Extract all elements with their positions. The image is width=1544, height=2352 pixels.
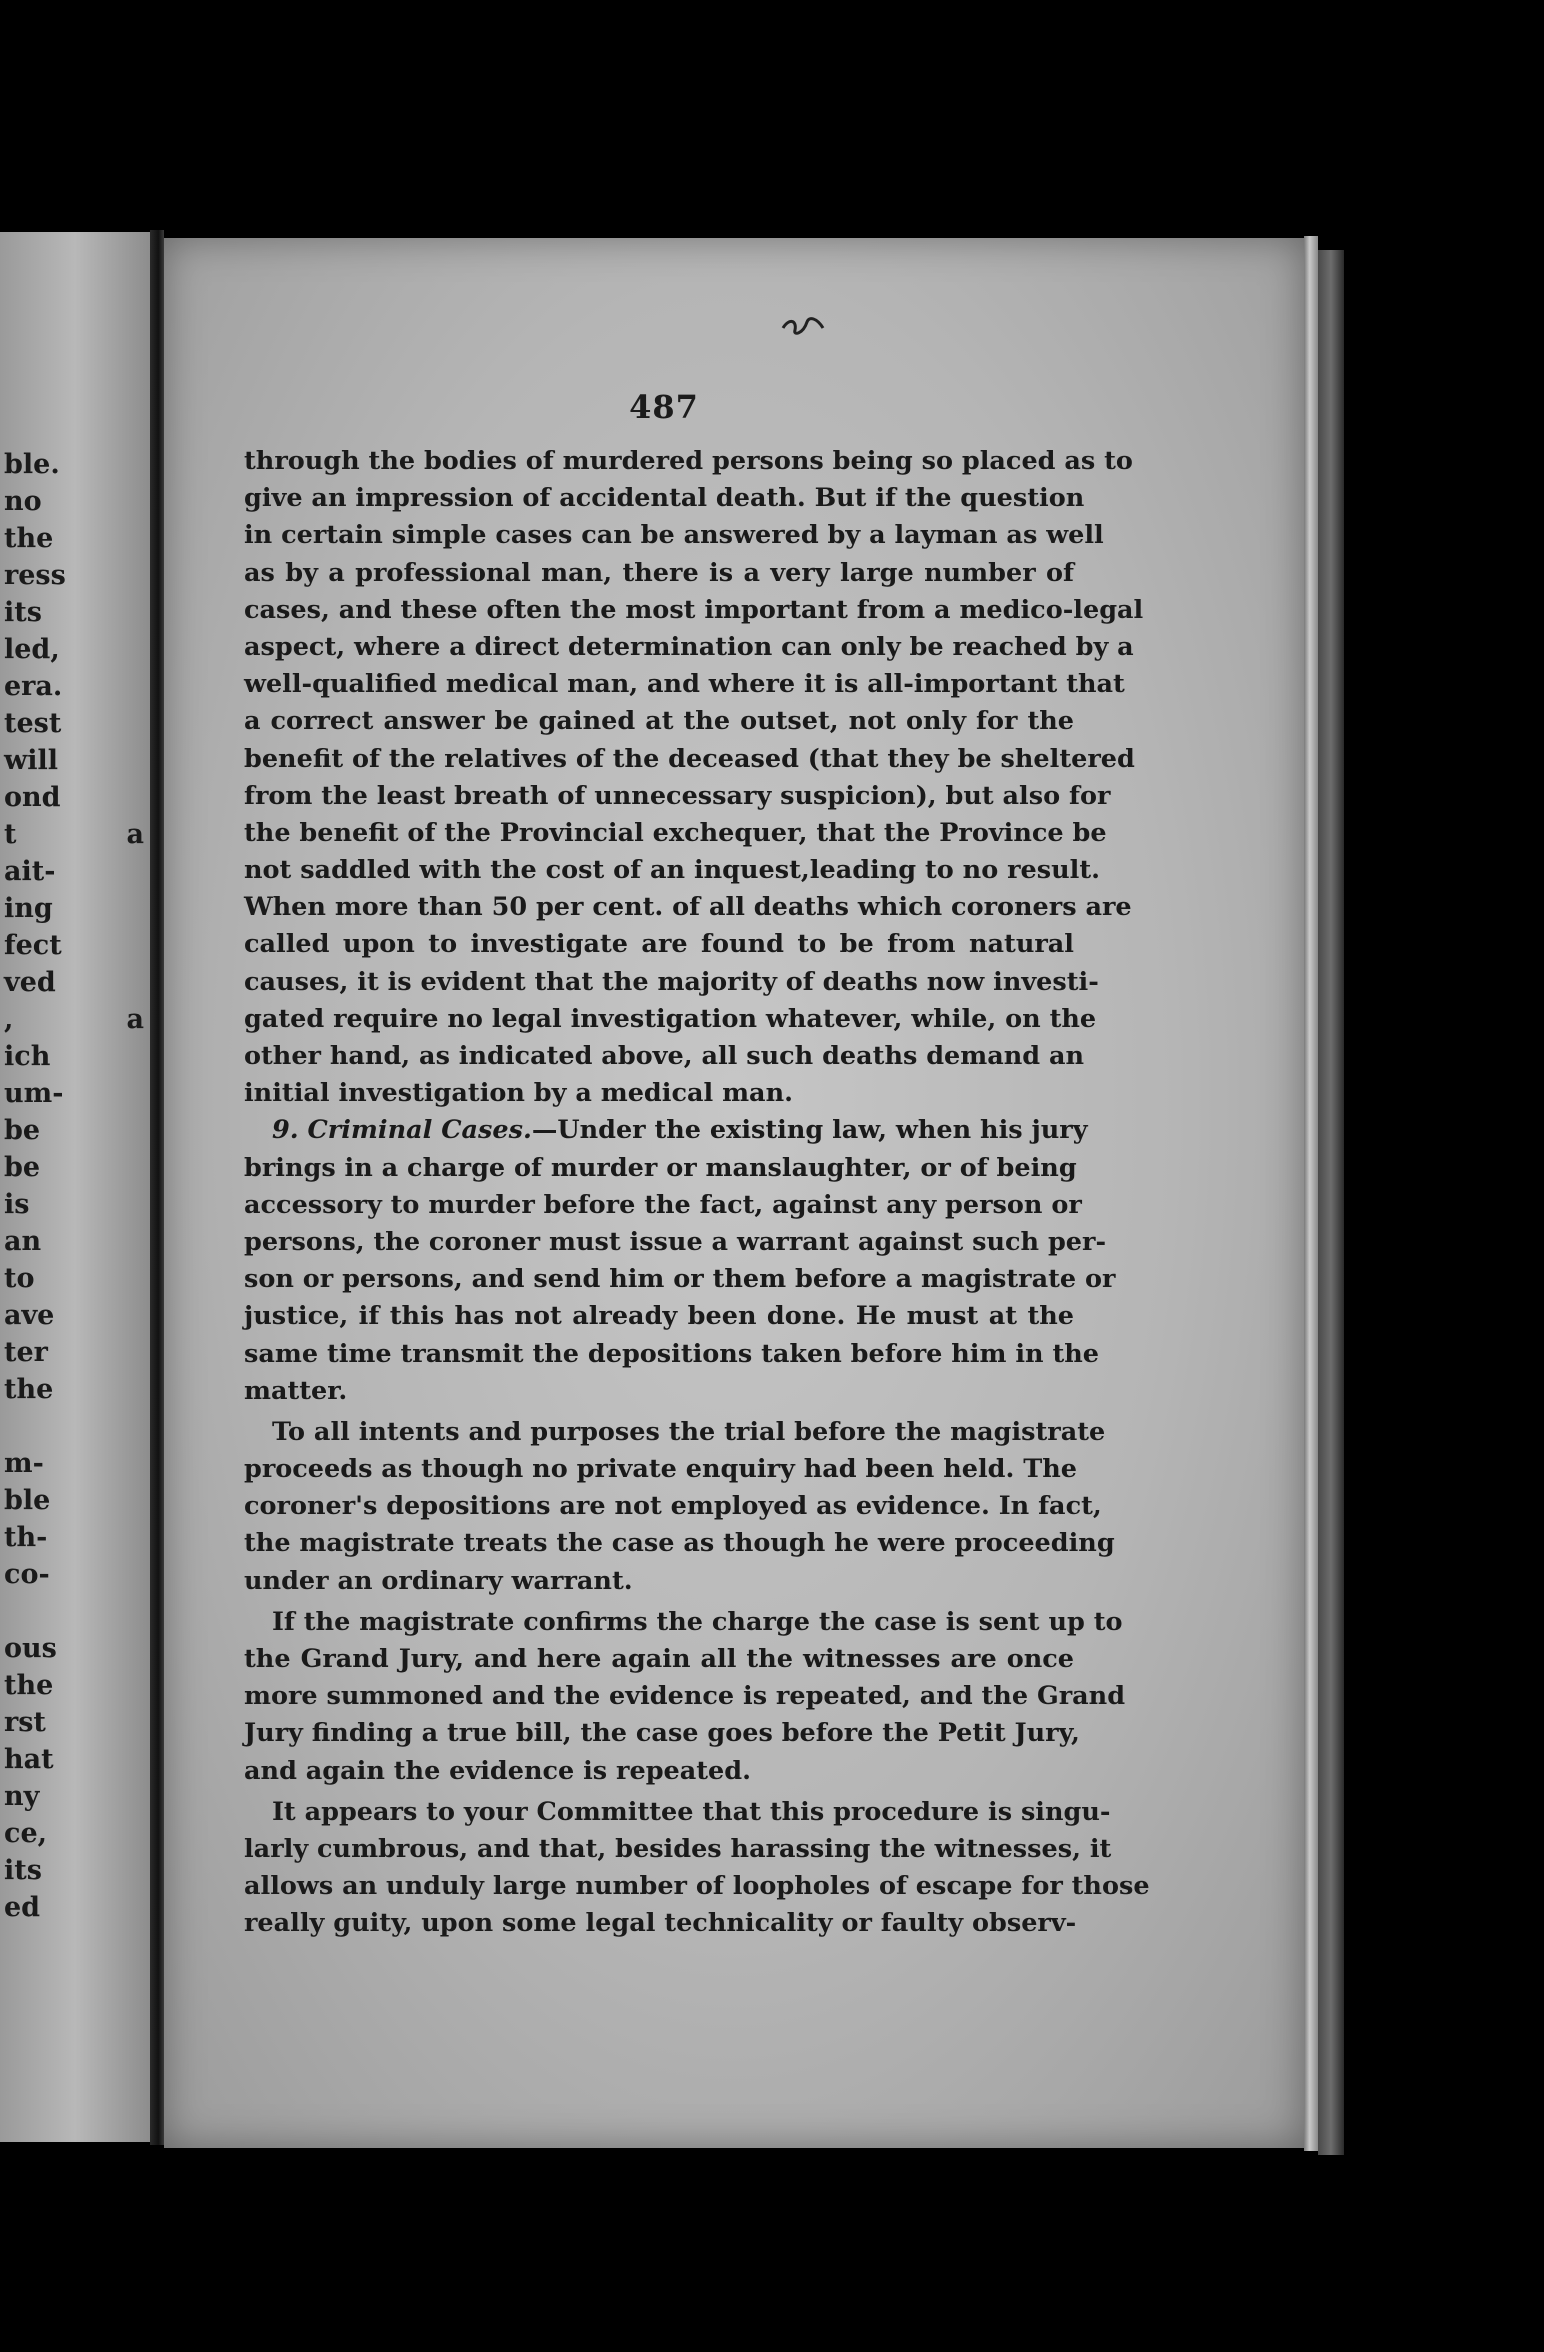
previous-page-line: ing — [4, 893, 53, 924]
page-edge — [1304, 236, 1318, 2151]
text-line: a correct answer be gained at the outset, not only for the — [244, 706, 1074, 737]
text-line: Jury finding a true bill, the case goes before the Petit Jury, — [244, 1718, 1080, 1749]
previous-page-line: ich — [4, 1041, 51, 1072]
text-line — [244, 1112, 1088, 1149]
previous-page-line: the — [4, 523, 54, 554]
text-line: other hand, as indicated above, all such deaths demand an — [244, 1041, 1085, 1071]
previous-page-line: to — [4, 1263, 35, 1294]
previous-page-line: hat — [4, 1744, 54, 1775]
text-line: If the magistrate confirms the charge the case is sent up to — [272, 1606, 1123, 1637]
previous-page-line: its — [4, 597, 42, 628]
text-line: causes, it is evident that the majority of deaths now investi- — [244, 966, 1099, 997]
previous-page-line: be — [4, 1152, 41, 1183]
previous-page-line: rst — [4, 1707, 46, 1738]
previous-page-line: ress — [4, 560, 66, 591]
previous-page-line: ce, — [4, 1818, 48, 1849]
text-line: persons, the coroner must issue a warrant against such per- — [244, 1226, 1107, 1257]
text-line: the magistrate treats the case as though he were proceeding — [244, 1528, 1115, 1559]
current-page — [164, 238, 1304, 2148]
text-line: benefit of the relatives of the deceased (that they be sheltered — [244, 743, 1135, 774]
previous-page-line: ed — [4, 1892, 41, 1923]
section-heading: 9. Criminal Cases. — [272, 1115, 532, 1146]
text-line: proceeds as though no private enquiry had been held. The — [244, 1454, 1077, 1485]
text-line: son or persons, and send him or them before a magistrate or — [244, 1264, 1116, 1295]
ink-mark-icon — [779, 308, 829, 338]
previous-page-line: be — [4, 1115, 41, 1146]
section-heading-rest: —Under the existing law, when his jury — [531, 1115, 1088, 1146]
text-line: brings in a charge of murder or manslaughter, or of being — [244, 1152, 1077, 1183]
text-line: from the least breath of unnecessary suspicion), but also for — [244, 780, 1111, 811]
previous-page-line: th- — [4, 1522, 48, 1553]
text-line: through the bodies of murdered persons being so placed as to — [244, 446, 1133, 476]
previous-page-line: , a — [4, 1004, 144, 1035]
previous-page-line: ait- — [4, 856, 56, 887]
previous-page-line: ter — [4, 1337, 48, 1368]
text-line: aspect, where a direct determination can only be reached by a — [244, 631, 1134, 662]
previous-page-line: its — [4, 1855, 42, 1886]
previous-page-line: is — [4, 1189, 30, 1220]
text-line: accessory to murder before the fact, against any person or — [244, 1189, 1082, 1220]
text-line: not saddled with the cost of an inquest,leading to no result. — [244, 855, 1100, 886]
page-number: 487 — [629, 388, 699, 426]
previous-page-line — [4, 1593, 144, 1630]
previous-page-line: ny — [4, 1781, 40, 1812]
text-line: justice, if this has not already been done. He must at the — [244, 1301, 1074, 1332]
text-line: called upon to investigate are found to be from natural — [244, 929, 1074, 960]
text-line: coroner's depositions are not employed as evidence. In fact, — [244, 1491, 1102, 1522]
text-line: as by a professional man, there is a very large number of — [244, 557, 1074, 588]
text-line: To all intents and purposes the trial before the magistrate — [272, 1416, 1106, 1447]
previous-page-line: m- — [4, 1448, 44, 1479]
text-line: give an impression of accidental death. But if the question — [244, 483, 1085, 514]
previous-page-line: test — [4, 708, 62, 739]
text-line: allows an unduly large number of loopholes of escape for those — [244, 1871, 1150, 1902]
previous-page-line: led, — [4, 634, 60, 665]
previous-page-line: ble. — [4, 449, 60, 480]
previous-page-line: the — [4, 1374, 54, 1405]
previous-page-strip — [0, 232, 150, 2142]
previous-page-line: will — [4, 745, 59, 776]
text-line: more summoned and the evidence is repeated, and the Grand — [244, 1681, 1126, 1712]
previous-page-line — [4, 1408, 144, 1445]
page-edge-shadow — [1318, 250, 1344, 2155]
previous-page-line: no — [4, 486, 42, 517]
previous-page-line: ave — [4, 1300, 55, 1331]
text-line: initial investigation by a medical man. — [244, 1078, 793, 1109]
text-line: the Grand Jury, and here again all the witnesses are once — [244, 1644, 1074, 1674]
text-line: really guity, upon some legal technicality or faulty observ- — [244, 1908, 1077, 1939]
text-line: under an ordinary warrant. — [244, 1565, 633, 1596]
text-line: larly cumbrous, and that, besides harassing the witnesses, it — [244, 1833, 1112, 1864]
previous-page-line: era. — [4, 671, 63, 702]
text-line: the benefit of the Provincial exchequer, that the Province be — [244, 817, 1107, 848]
text-line: When more than 50 per cent. of all deaths which coroners are — [244, 892, 1132, 923]
previous-page-line: ble — [4, 1485, 51, 1516]
text-line: cases, and these often the most important from a medico-legal — [244, 594, 1144, 625]
text-line: and again the evidence is repeated. — [244, 1755, 751, 1786]
previous-page-text — [4, 446, 144, 1926]
text-line: in certain simple cases can be answered by a layman as well — [244, 520, 1104, 551]
previous-page-line: the — [4, 1670, 54, 1701]
previous-page-line: ond — [4, 782, 61, 813]
text-line: It appears to your Committee that this procedure is singu- — [272, 1796, 1111, 1827]
previous-page-line: um- — [4, 1078, 64, 1109]
text-line: same time transmit the depositions taken before him in the — [244, 1338, 1099, 1369]
text-line: matter. — [244, 1375, 348, 1406]
text-line: gated require no legal investigation whatever, while, on the — [244, 1003, 1097, 1034]
text-line: well-qualified medical man, and where it is all-important that — [244, 669, 1125, 700]
previous-page-line: fect — [4, 930, 62, 961]
previous-page-line: ous — [4, 1633, 57, 1664]
previous-page-line: ved — [4, 967, 56, 998]
previous-page-line: t a — [4, 819, 144, 850]
book-gutter — [150, 230, 164, 2145]
main-text-block — [244, 443, 1150, 1943]
previous-page-line: an — [4, 1226, 42, 1257]
previous-page-line: co- — [4, 1559, 50, 1590]
